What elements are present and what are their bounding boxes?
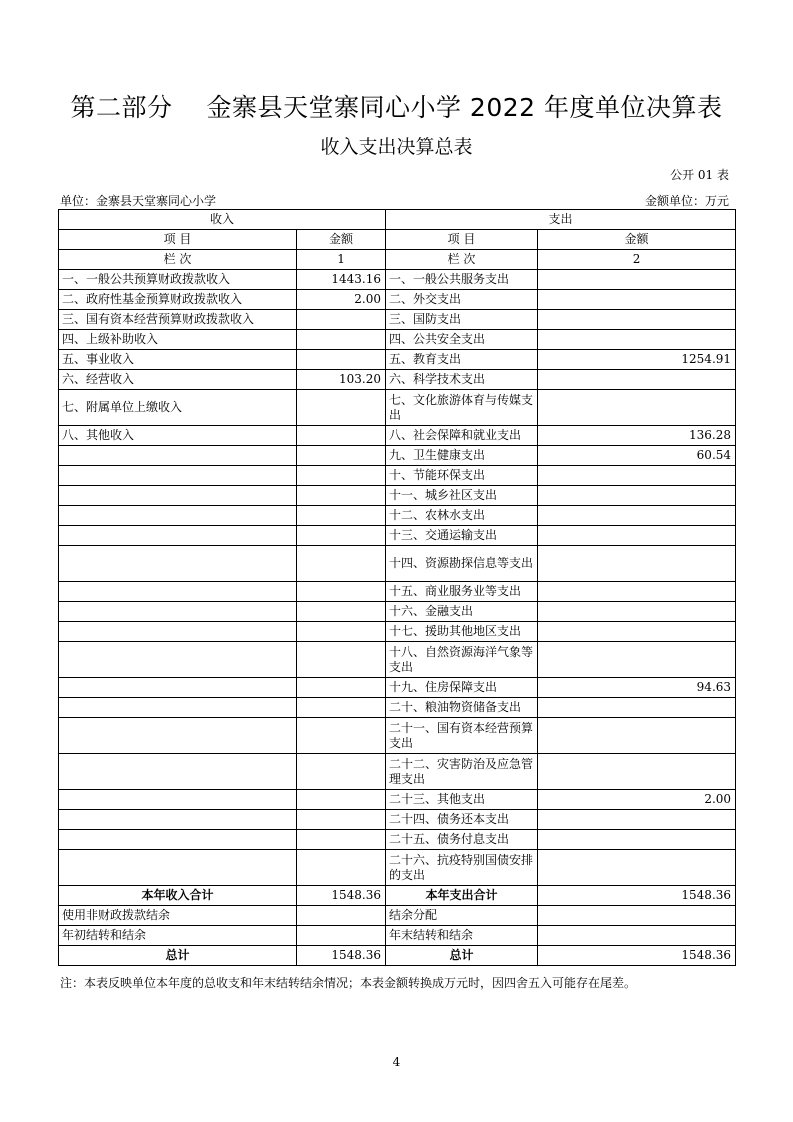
expense-item-cell: 十六、金融支出: [386, 602, 538, 622]
expense-amount-cell: 136.28: [538, 426, 736, 446]
expense-amount-cell: [538, 642, 736, 678]
income-item-cell: [59, 754, 297, 790]
income-amount-cell: [297, 582, 386, 602]
year-total-row: [59, 886, 736, 906]
expense-item-cell: 二十六、抗疫特别国债安排的支出: [386, 850, 538, 886]
table-row: [59, 350, 736, 370]
expense-amount-cell: 2.00: [538, 790, 736, 810]
year-expense-total-label: 本年支出合计: [386, 886, 538, 906]
income-amount-cell: 1443.16: [297, 270, 386, 290]
expense-amount-cell: [538, 330, 736, 350]
table-row: [59, 526, 736, 546]
expense-amount-cell: [538, 370, 736, 390]
table-row: [59, 370, 736, 390]
income-grand-total-label: 总计: [59, 946, 297, 966]
expense-item-cell: 二十四、债务还本支出: [386, 810, 538, 830]
expense-item-header: 项 目: [386, 230, 538, 250]
expense-grand-total-label: 总计: [386, 946, 538, 966]
income-item-cell: [59, 506, 297, 526]
expense-amount-cell: [538, 830, 736, 850]
expense-amount-cell: [538, 622, 736, 642]
nonfiscal-surplus-label: 使用非财政拨款结余: [59, 906, 297, 926]
income-amount-cell: [297, 754, 386, 790]
table-row: [59, 446, 736, 466]
table-row: [59, 602, 736, 622]
expense-amount-cell: [538, 506, 736, 526]
income-amount-cell: 103.20: [297, 370, 386, 390]
expense-item-cell: 二十二、灾害防治及应急管理支出: [386, 754, 538, 790]
data-rows: [59, 270, 736, 886]
income-amount-cell: [297, 466, 386, 486]
expense-amount-cell: 1254.91: [538, 350, 736, 370]
surplus-distribution-label: 结余分配: [386, 906, 538, 926]
income-item-cell: [59, 810, 297, 830]
balance-row: [59, 906, 736, 926]
table-row: [59, 850, 736, 886]
expense-item-cell: 八、社会保障和就业支出: [386, 426, 538, 446]
income-item-cell: 五、事业收入: [59, 350, 297, 370]
table-row: [59, 678, 736, 698]
expense-item-cell: 二十、粮油物资储备支出: [386, 698, 538, 718]
table-row: [59, 698, 736, 718]
table-row: [59, 290, 736, 310]
begin-carryover-amount: [297, 926, 386, 946]
income-amount-cell: [297, 850, 386, 886]
income-item-cell: [59, 678, 297, 698]
expense-amount-cell: [538, 582, 736, 602]
carryover-row: [59, 926, 736, 946]
expense-item-cell: 二十五、债务付息支出: [386, 830, 538, 850]
income-item-cell: [59, 602, 297, 622]
table-row: [59, 330, 736, 350]
income-item-cell: 八、其他收入: [59, 426, 297, 446]
end-carryover-amount: [538, 926, 736, 946]
expense-grand-total: 1548.36: [538, 946, 736, 966]
income-item-cell: [59, 790, 297, 810]
table-row: [59, 486, 736, 506]
expense-amount-cell: [538, 850, 736, 886]
table-title: 收入支出决算总表: [320, 136, 473, 158]
expense-amount-cell: [538, 466, 736, 486]
table-row: [59, 546, 736, 582]
expense-item-cell: 十七、援助其他地区支出: [386, 622, 538, 642]
expense-amount-cell: [538, 546, 736, 582]
expense-item-cell: 十二、农林水支出: [386, 506, 538, 526]
income-amount-cell: [297, 642, 386, 678]
income-grand-total: 1548.36: [297, 946, 386, 966]
expense-amount-cell: 94.63: [538, 678, 736, 698]
expense-amount-cell: [538, 390, 736, 426]
income-amount-cell: [297, 330, 386, 350]
expense-amount-cell: [538, 698, 736, 718]
expense-amount-cell: [538, 486, 736, 506]
income-expense-table: [58, 209, 736, 966]
income-item-cell: 一、一般公共预算财政拨款收入: [59, 270, 297, 290]
table-row: [59, 582, 736, 602]
income-item-cell: 三、国有资本经营预算财政拨款收入: [59, 310, 297, 330]
income-item-cell: [59, 622, 297, 642]
expense-amount-header: 金额: [538, 230, 736, 250]
expense-item-cell: 四、公共安全支出: [386, 330, 538, 350]
income-amount-cell: [297, 830, 386, 850]
expense-amount-cell: [538, 270, 736, 290]
income-item-cell: 二、政府性基金预算财政拨款收入: [59, 290, 297, 310]
income-amount-cell: [297, 678, 386, 698]
year-expense-total: 1548.36: [538, 886, 736, 906]
expense-item-cell: 十四、资源勘探信息等支出: [386, 546, 538, 582]
income-section-header: 收入: [59, 210, 386, 230]
income-item-cell: [59, 698, 297, 718]
income-item-cell: [59, 718, 297, 754]
table-row: [59, 426, 736, 446]
income-item-cell: 六、经营收入: [59, 370, 297, 390]
income-amount-cell: [297, 718, 386, 754]
table-row: [59, 622, 736, 642]
expense-amount-cell: [538, 526, 736, 546]
header-row-column-index: [59, 250, 736, 270]
expense-item-cell: 九、卫生健康支出: [386, 446, 538, 466]
table-row: [59, 310, 736, 330]
income-amount-cell: [297, 546, 386, 582]
income-column-index-label: 栏 次: [59, 250, 297, 270]
year-income-total: 1548.36: [297, 886, 386, 906]
expense-item-cell: 一、一般公共服务支出: [386, 270, 538, 290]
table-row: [59, 642, 736, 678]
income-item-cell: [59, 642, 297, 678]
income-amount-cell: [297, 526, 386, 546]
expense-item-cell: 五、教育支出: [386, 350, 538, 370]
table-row: [59, 270, 736, 290]
header-row-columns: [59, 230, 736, 250]
amount-unit-label: 金额单位：万元: [644, 194, 729, 208]
table-row: [59, 754, 736, 790]
expense-amount-cell: [538, 602, 736, 622]
income-item-cell: [59, 582, 297, 602]
income-item-cell: [59, 546, 297, 582]
table-row: [59, 830, 736, 850]
income-amount-cell: [297, 310, 386, 330]
table-row: [59, 718, 736, 754]
expense-amount-cell: 60.54: [538, 446, 736, 466]
expense-item-cell: 十一、城乡社区支出: [386, 486, 538, 506]
income-item-cell: [59, 446, 297, 466]
expense-amount-cell: [538, 754, 736, 790]
unit-label: 单位：金寨县天堂寨同心小学: [60, 194, 217, 208]
expense-item-cell: 六、科学技术支出: [386, 370, 538, 390]
table-row: [59, 810, 736, 830]
surplus-distribution-amount: [538, 906, 736, 926]
expense-item-cell: 二十三、其他支出: [386, 790, 538, 810]
income-amount-cell: [297, 446, 386, 466]
table-row: [59, 506, 736, 526]
table-row: [59, 790, 736, 810]
expense-section-header: 支出: [386, 210, 736, 230]
expense-amount-cell: [538, 290, 736, 310]
expense-amount-cell: [538, 810, 736, 830]
income-amount-cell: [297, 622, 386, 642]
income-column-index: 1: [297, 250, 386, 270]
income-amount-cell: [297, 602, 386, 622]
income-amount-cell: [297, 350, 386, 370]
expense-column-index-label: 栏 次: [386, 250, 538, 270]
income-item-cell: 七、附属单位上缴收入: [59, 390, 297, 426]
income-amount-cell: [297, 810, 386, 830]
expense-item-cell: 十、节能环保支出: [386, 466, 538, 486]
income-amount-cell: [297, 698, 386, 718]
income-amount-header: 金额: [297, 230, 386, 250]
nonfiscal-surplus-amount: [297, 906, 386, 926]
expense-item-cell: 七、文化旅游体育与传媒支出: [386, 390, 538, 426]
end-carryover-label: 年末结转和结余: [386, 926, 538, 946]
table-row: [59, 390, 736, 426]
expense-item-cell: 十五、商业服务业等支出: [386, 582, 538, 602]
form-number: 公开 01 表: [670, 168, 729, 182]
expense-item-cell: 十九、住房保障支出: [386, 678, 538, 698]
year-income-total-label: 本年收入合计: [59, 886, 297, 906]
table-note: 注：本表反映单位本年度的总收支和年末结转结余情况；本表金额转换成万元时，因四舍五入可能存在尾差。: [60, 976, 637, 990]
expense-item-cell: 十八、自然资源海洋气象等支出: [386, 642, 538, 678]
income-amount-cell: [297, 486, 386, 506]
expense-amount-cell: [538, 310, 736, 330]
income-item-cell: 四、上级补助收入: [59, 330, 297, 350]
income-amount-cell: [297, 426, 386, 446]
income-amount-cell: [297, 506, 386, 526]
income-amount-cell: [297, 790, 386, 810]
income-item-header: 项 目: [59, 230, 297, 250]
income-item-cell: [59, 466, 297, 486]
expense-column-index: 2: [538, 250, 736, 270]
table-row: [59, 466, 736, 486]
income-item-cell: [59, 526, 297, 546]
expense-item-cell: 二十一、国有资本经营预算支出: [386, 718, 538, 754]
grand-total-row: [59, 946, 736, 966]
expense-item-cell: 二、外交支出: [386, 290, 538, 310]
income-item-cell: [59, 486, 297, 506]
income-amount-cell: 2.00: [297, 290, 386, 310]
expense-item-cell: 十三、交通运输支出: [386, 526, 538, 546]
income-item-cell: [59, 850, 297, 886]
income-amount-cell: [297, 390, 386, 426]
expense-item-cell: 三、国防支出: [386, 310, 538, 330]
begin-carryover-label: 年初结转和结余: [59, 926, 297, 946]
income-item-cell: [59, 830, 297, 850]
page-number: 4: [392, 1055, 401, 1069]
header-row-section: [59, 210, 736, 230]
report-title: 第二部分 金寨县天堂寨同心小学 2022 年度单位决算表: [70, 93, 723, 122]
expense-amount-cell: [538, 718, 736, 754]
